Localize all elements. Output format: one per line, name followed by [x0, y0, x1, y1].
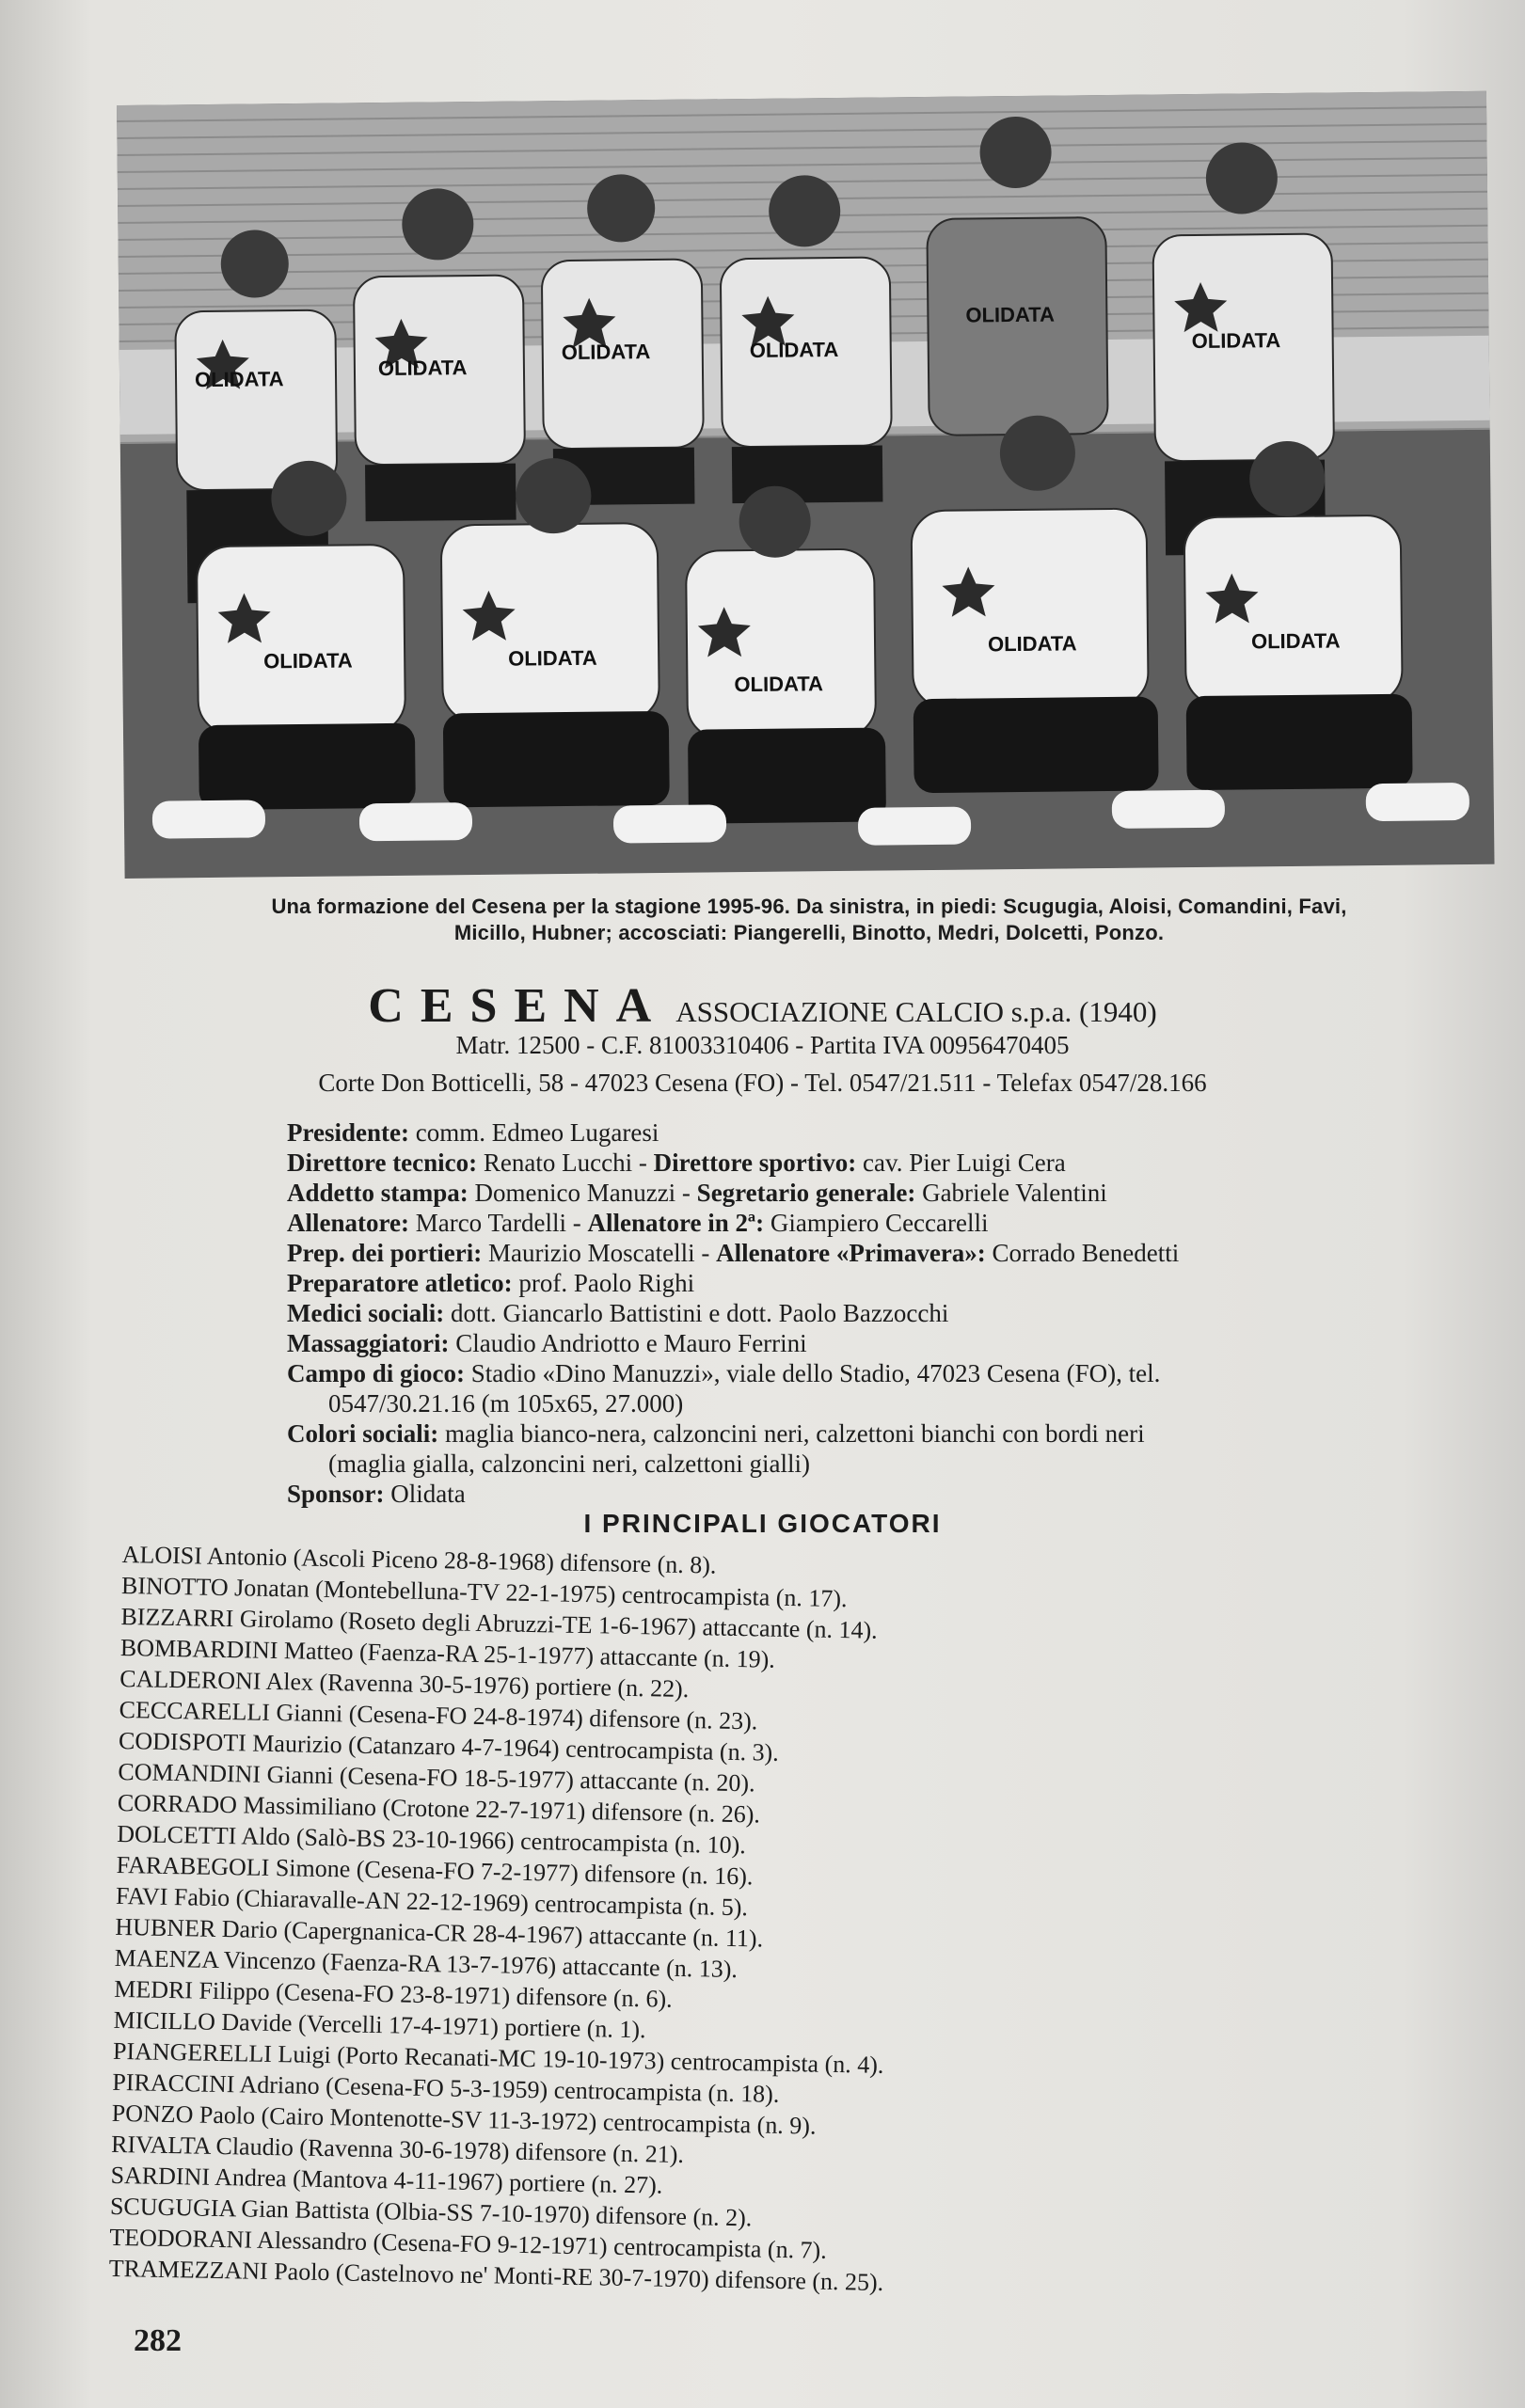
player-entry: MEDRI Filippo (Cesena-FO 23-8-1971) difensore (n. 6).	[113, 1974, 673, 2013]
shirt-sponsor-text: OLIDATA	[508, 645, 597, 671]
shirt-sponsor-text: OLIDATA	[194, 367, 284, 392]
shirt-sponsor-text: OLIDATA	[561, 340, 651, 365]
player-entry: PIRACCINI Adriano (Cesena-FO 5-3-1959) centrocampista (n. 18).	[112, 2067, 780, 2108]
club-registration: Matr. 12500 - C.F. 81003310406 - Partita IVA 00956470405	[455, 1031, 1070, 1059]
shirt-sponsor-text: OLIDATA	[1191, 328, 1281, 354]
player-entry: CODISPOTI Maurizio (Catanzaro 4-7-1964) centrocampista (n. 3).	[118, 1726, 780, 1766]
player-entry: BINOTTO Jonatan (Montebelluna-TV 22-1-1975) centrocampista (n. 17).	[120, 1571, 848, 1613]
info-row-colori: Colori sociali: maglia bianco-nera, calzoncini neri, calzettoni bianchi con bordi neri	[287, 1419, 1145, 1448]
player-entry: BIZZARRI Girolamo (Roseto degli Abruzzi-TE 1-6-1967) attaccante (n. 14).	[120, 1602, 878, 1644]
player-entry: DOLCETTI Aldo (Salò-BS 23-10-1966) centrocampista (n. 10).	[116, 1819, 747, 1860]
player-entry: HUBNER Dario (Capergnanica-CR 28-4-1967) attaccante (n. 11).	[115, 1912, 764, 1953]
player-entry: SCUGUGIA Gian Battista (Olbia-SS 7-10-1970) difensore (n. 2).	[109, 2192, 753, 2232]
info-row-colori-cont: (maglia gialla, calzoncini neri, calzettoni gialli)	[328, 1450, 811, 1478]
player-entry: MICILLO Davide (Vercelli 17-4-1971) portiere (n. 1).	[113, 2005, 646, 2044]
club-name: CESENA	[368, 979, 669, 1033]
caption-line: Micillo, Hubner; accosciati: Piangerelli, Binotto, Medri, Dolcetti, Ponzo.	[453, 921, 1165, 944]
page-number: 282	[134, 2323, 182, 2358]
info-row-stampa: Addetto stampa: Domenico Manuzzi - Segretario generale: Gabriele Valentini	[287, 1179, 1107, 1207]
info-row-presidente: Presidente: comm. Edmeo Lugaresi	[287, 1118, 659, 1147]
shirt-sponsor-text: OLIDATA	[377, 356, 468, 381]
player-entry: PONZO Paolo (Cairo Montenotte-SV 11-3-1972) centrocampista (n. 9).	[111, 2099, 817, 2140]
shirt-sponsor-text: OLIDATA	[263, 648, 353, 673]
shirt-sponsor-text: OLIDATA	[965, 302, 1056, 327]
player-entry: CORRADO Massimiliano (Crotone 22-7-1971) difensore (n. 26).	[117, 1788, 761, 1829]
info-row-sponsor: Sponsor: Olidata	[287, 1480, 466, 1508]
shirt-sponsor-text: OLIDATA	[734, 672, 824, 697]
shirt-sponsor-text: OLIDATA	[1250, 628, 1341, 654]
info-row-campo: Campo di gioco: Stadio «Dino Manuzzi», viale dello Stadio, 47023 Cesena (FO), tel.	[287, 1359, 1161, 1387]
info-row-massaggiatori: Massaggiatori: Claudio Andriotto e Mauro Ferrini	[287, 1329, 807, 1357]
player-entry: FARABEGOLI Simone (Cesena-FO 7-2-1977) difensore (n. 16).	[116, 1850, 754, 1891]
player-entry: MAENZA Vincenzo (Faenza-RA 13-7-1976) attaccante (n. 13).	[114, 1943, 739, 1984]
player-entry: RIVALTA Claudio (Ravenna 30-6-1978) difensore (n. 21).	[110, 2130, 685, 2169]
info-row-allenatore: Allenatore: Marco Tardelli - Allenatore in 2ª: Giampiero Ceccarelli	[287, 1209, 989, 1237]
players-section-title: I PRINCIPALI GIOCATORI	[583, 1509, 942, 1538]
player-entry: CECCARELLI Gianni (Cesena-FO 24-8-1974) difensore (n. 23).	[119, 1695, 758, 1735]
team-photo	[117, 91, 1495, 879]
player-entry: COMANDINI Gianni (Cesena-FO 18-5-1977) attaccante (n. 20).	[118, 1757, 755, 1798]
info-row-portieri: Prep. dei portieri: Maurizio Moscatelli - Allenatore «Primavera»: Corrado Benedetti	[287, 1239, 1180, 1267]
player-entry: CALDERONI Alex (Ravenna 30-5-1976) portiere (n. 22).	[119, 1664, 690, 1703]
player-entry: SARDINI Andrea (Mantova 4-11-1967) portiere (n. 27).	[110, 2161, 663, 2199]
player-entry: BOMBARDINI Matteo (Faenza-RA 25-1-1977) attaccante (n. 19).	[119, 1633, 776, 1673]
info-row-direttori: Direttore tecnico: Renato Lucchi - Direttore sportivo: cav. Pier Luigi Cera	[287, 1149, 1066, 1177]
info-row-atletico: Preparatore atletico: prof. Paolo Righi	[287, 1269, 695, 1297]
shirt-sponsor-text: OLIDATA	[987, 631, 1077, 657]
player-entry: ALOISI Antonio (Ascoli Piceno 28-8-1968) difensore (n. 8).	[121, 1540, 717, 1579]
players-list	[108, 1539, 1438, 2308]
info-row-medici: Medici sociali: dott. Giancarlo Battistini e dott. Paolo Bazzocchi	[287, 1299, 949, 1327]
player-entry: FAVI Fabio (Chiaravalle-AN 22-12-1969) centrocampista (n. 5).	[115, 1881, 749, 1922]
caption-line: Una formazione del Cesena per la stagione 1995-96. Da sinistra, in piedi: Scugugia, Aloisi, Comandini, Favi,	[271, 895, 1347, 918]
club-address: Corte Don Botticelli, 58 - 47023 Cesena (FO) - Tel. 0547/21.511 - Telefax 0547/28.166	[318, 1069, 1207, 1097]
player-entry: TRAMEZZANI Paolo (Castelnovo ne' Monti-RE 30-7-1970) difensore (n. 25).	[108, 2254, 884, 2296]
club-subtitle: ASSOCIAZIONE CALCIO s.p.a. (1940)	[675, 995, 1157, 1028]
photo-caption	[113, 894, 1505, 946]
info-row-campo-cont: 0547/30.21.16 (m 105x65, 27.000)	[328, 1389, 684, 1418]
shirt-sponsor-text: OLIDATA	[749, 337, 839, 362]
club-header	[0, 978, 1525, 1034]
club-staff-info	[287, 1117, 1482, 1509]
player-entry: PIANGERELLI Luigi (Porto Recanati-MC 19-10-1973) centrocampista (n. 4).	[112, 2036, 884, 2079]
player-entry: TEODORANI Alessandro (Cesena-FO 9-12-1971) centrocampista (n. 7).	[109, 2223, 828, 2264]
